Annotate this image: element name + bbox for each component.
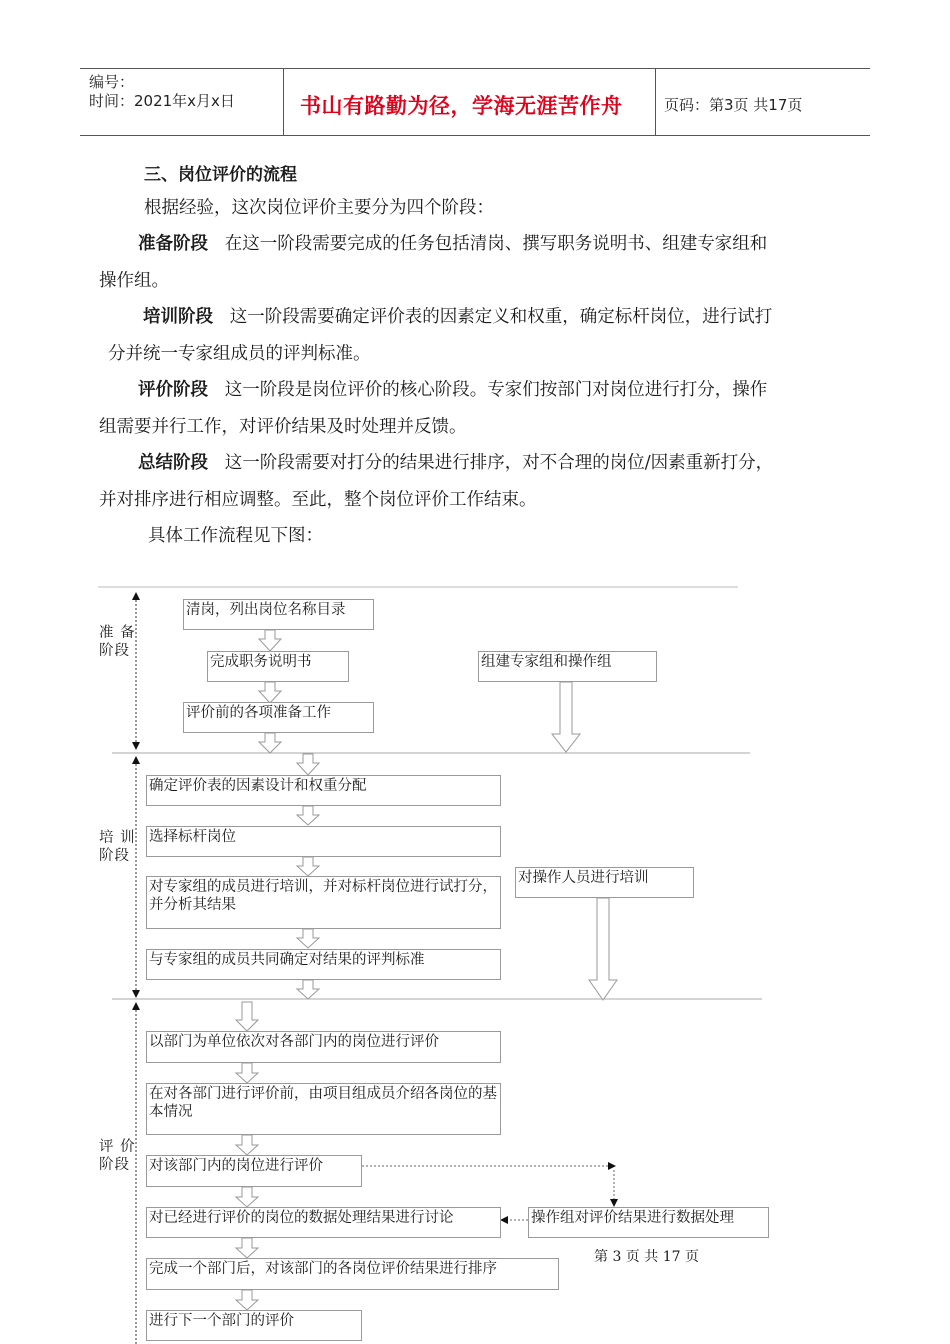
stage-label-train	[99, 829, 136, 865]
stage-name: 总结阶段	[138, 453, 208, 473]
stage-label-line: 评 价	[99, 1139, 136, 1155]
stage-name: 评价阶段	[138, 380, 208, 400]
stage-text: 这一阶段需要确定评价表的因素定义和权重，确定标杆岗位，进行试打	[229, 307, 773, 327]
flow-arrow	[259, 733, 281, 753]
flow-arrow	[297, 980, 319, 999]
stage-desc-train-cont: 分并统一专家组成员的评判标准。	[108, 344, 371, 364]
stage-span-prep-marker	[132, 592, 140, 750]
flow-arrow	[552, 682, 580, 752]
footer-page-number: 第 3 页 共 17 页	[594, 1249, 699, 1265]
feedback-arrowhead	[610, 1199, 618, 1207]
flow-box-discuss-results: 对已经进行评价的岗位的数据处理结果进行讨论	[146, 1207, 501, 1238]
intro-text: 根据经验，这次岗位评价主要分为四个阶段：	[144, 198, 494, 218]
flow-intro: 具体工作流程见下图：	[148, 526, 323, 546]
stage-text: 在这一阶段需要完成的任务包括清岗、撰写职务说明书、组建专家组和	[224, 234, 768, 254]
stage-text: 这一阶段需要对打分的结果进行排序，对不合理的岗位/因素重新打分，	[224, 453, 774, 473]
flow-arrow	[236, 1290, 258, 1310]
stage-name: 准备阶段	[138, 234, 208, 254]
flow-arrow	[236, 1238, 258, 1258]
flow-arrow	[297, 929, 319, 948]
flow-box-expert-training: 对专家组的成员进行培训，并对标杆岗位进行试打分，并分析其结果	[146, 876, 501, 929]
flow-arrow	[297, 806, 319, 825]
stage-desc-prep-cont: 操作组。	[99, 271, 169, 291]
stage-label-line: 准 备	[99, 625, 136, 641]
flow-arrow	[236, 1187, 258, 1207]
stage-label-eval	[99, 1138, 136, 1174]
flow-box-preparation: 评价前的各项准备工作	[183, 702, 374, 733]
doc-number-label: 编号：	[89, 73, 135, 91]
flow-box-data-processing: 操作组对评价结果进行数据处理	[528, 1207, 769, 1238]
flow-arrow	[589, 898, 617, 1000]
flow-box-next-dept: 进行下一个部门的评价	[146, 1310, 362, 1341]
stage-label-line: 阶段	[99, 643, 130, 659]
flow-box-evaluate-dept: 对该部门内的岗位进行评价	[146, 1155, 362, 1187]
flow-box-dept-eval: 以部门为单位依次对各部门内的岗位进行评价	[146, 1031, 501, 1063]
stage-desc-eval-cont: 组需要并行工作，对评价结果及时处理并反馈。	[99, 417, 467, 437]
flow-box-operator-training: 对操作人员进行培训	[515, 867, 694, 898]
flow-box-rank-results: 完成一个部门后，对该部门的各岗位评价结果进行排序	[146, 1258, 559, 1290]
flow-box-intro-positions: 在对各部门进行评价前，由项目组成员介绍各岗位的基本情况	[146, 1083, 501, 1135]
stage-label-line: 阶段	[99, 848, 130, 864]
stage-text: 这一阶段是岗位评价的核心阶段。专家们按部门对岗位进行打分，操作	[224, 380, 768, 400]
flow-box-form-groups: 组建专家组和操作组	[478, 651, 657, 682]
flow-arrow	[297, 754, 319, 775]
flow-arrow	[236, 1063, 258, 1083]
stage-label-line: 阶段	[99, 1157, 130, 1173]
feedback-arrowhead	[500, 1216, 508, 1224]
flow-arrow	[236, 1002, 258, 1031]
flow-box-job-description: 完成职务说明书	[207, 651, 349, 682]
stage-label-prep	[99, 624, 136, 660]
stage-label-line: 培 训	[99, 830, 136, 846]
header-page-label: 页码：第3页 共17页	[664, 96, 803, 114]
flow-arrow	[259, 682, 281, 703]
header-motto: 书山有路勤为径，学海无涯苦作舟	[300, 94, 623, 118]
flow-box-factor-design: 确定评价表的因素设计和权重分配	[146, 775, 501, 806]
doc-date-label: 时间：2021年x月x日	[89, 92, 235, 110]
feedback-arrowhead	[608, 1162, 616, 1170]
stage-span-train-marker	[132, 756, 140, 998]
stage-desc-summary-cont: 并对排序进行相应调整。至此，整个岗位评价工作结束。	[99, 490, 537, 510]
flow-arrow	[259, 630, 281, 651]
stage-name: 培训阶段	[143, 307, 213, 327]
flow-box-list-positions: 清岗，列出岗位名称目录	[183, 599, 374, 630]
flow-arrow	[297, 857, 319, 876]
flow-box-benchmark: 选择标杆岗位	[146, 826, 501, 857]
flow-box-criteria: 与专家组的成员共同确定对结果的评判标准	[146, 949, 501, 980]
section-title: 三、岗位评价的流程	[144, 165, 297, 185]
flow-arrow	[236, 1135, 258, 1155]
